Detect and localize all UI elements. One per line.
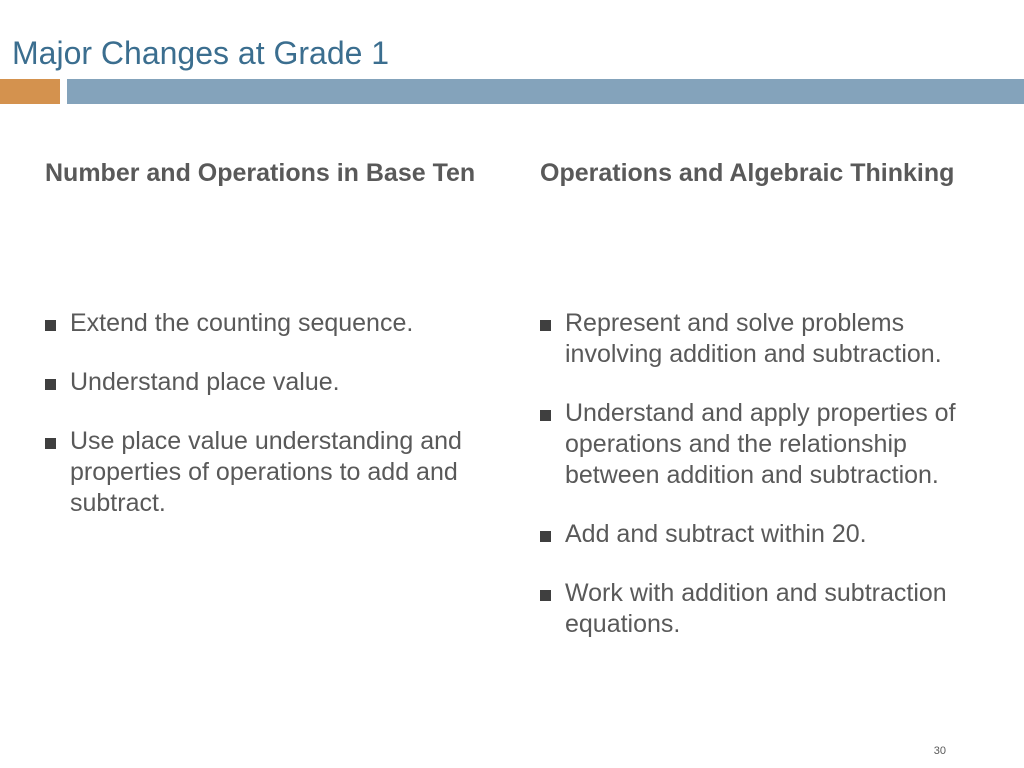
- left-column-heading: Number and Operations in Base Ten: [45, 159, 476, 187]
- list-item-text: Work with addition and subtraction equations.: [565, 579, 947, 638]
- list-item: [540, 398, 990, 491]
- list-item-text: Represent and solve problems involving addition and subtraction.: [565, 309, 942, 368]
- list-item-text: Extend the counting sequence.: [70, 309, 414, 337]
- square-bullet-icon: [540, 410, 551, 421]
- left-column: [45, 158, 485, 547]
- list-item-text: Add and subtract within 20.: [565, 520, 867, 548]
- square-bullet-icon: [540, 320, 551, 331]
- title-accent-orange-bar: [0, 79, 60, 104]
- title-accent-blue-bar: [67, 79, 1024, 104]
- list-item: [45, 308, 485, 339]
- left-bullet-list: [45, 308, 485, 519]
- list-item-text: Understand and apply properties of operations and the relationship between addition and subtraction.: [565, 399, 956, 489]
- square-bullet-icon: [540, 590, 551, 601]
- square-bullet-icon: [45, 438, 56, 449]
- list-item: [540, 578, 990, 640]
- list-item: [45, 426, 485, 519]
- list-item-text: Use place value understanding and properties of operations to add and subtract.: [70, 427, 462, 517]
- right-column-heading: Operations and Algebraic Thinking: [540, 159, 955, 187]
- list-item: [540, 308, 990, 370]
- page-number: 30: [933, 745, 946, 757]
- square-bullet-icon: [540, 531, 551, 542]
- right-column: [540, 158, 990, 668]
- list-item: [45, 367, 485, 398]
- right-bullet-list: [540, 308, 990, 640]
- list-item: [540, 519, 990, 550]
- square-bullet-icon: [45, 320, 56, 331]
- slide-title: Major Changes at Grade 1: [12, 35, 390, 71]
- list-item-text: Understand place value.: [70, 368, 340, 396]
- square-bullet-icon: [45, 379, 56, 390]
